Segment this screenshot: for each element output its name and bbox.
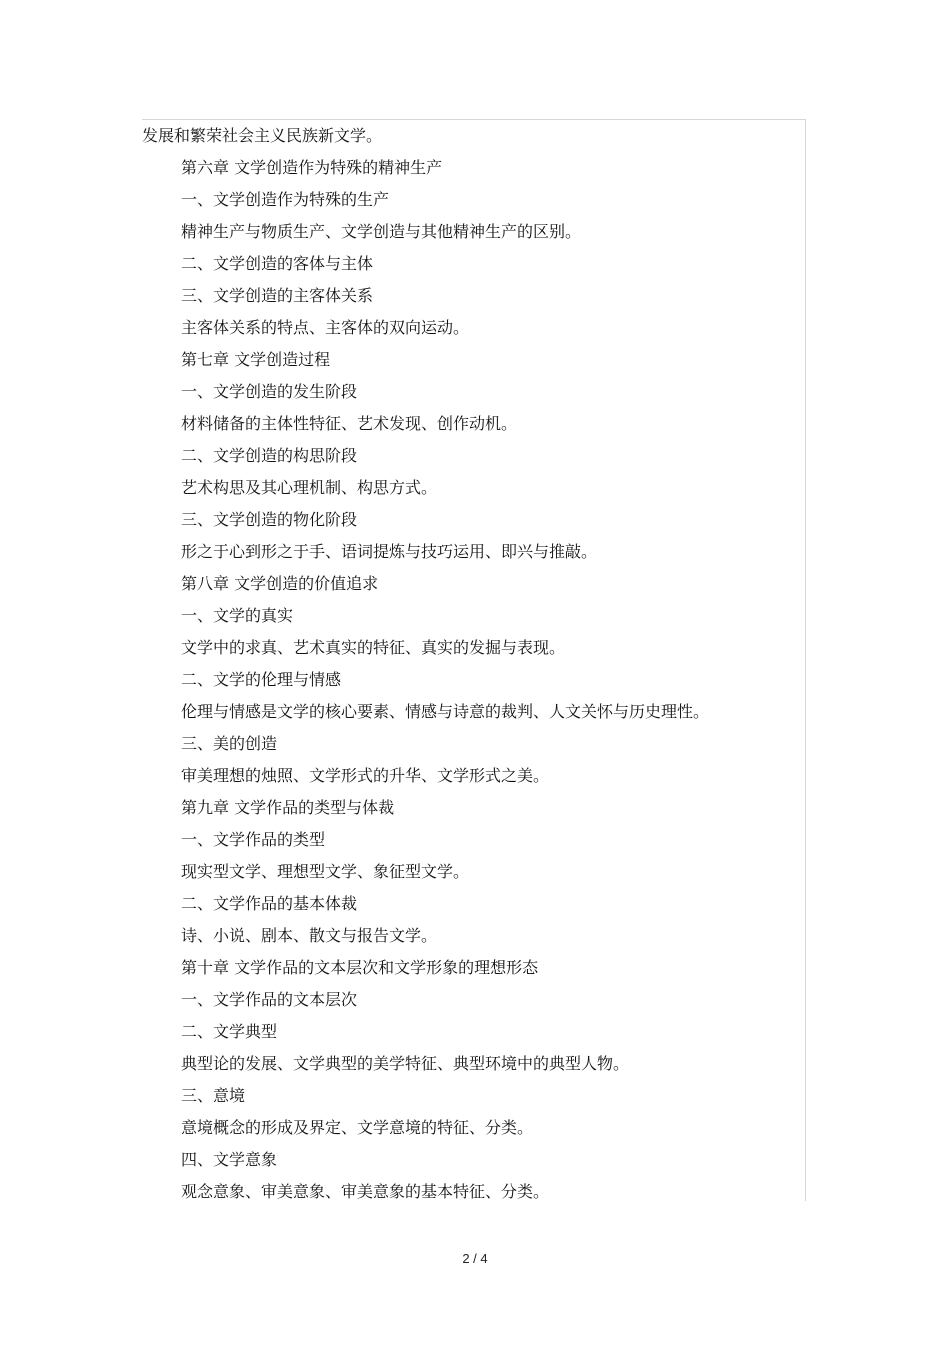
text-line: 材料储备的主体性特征、艺术发现、创作动机。 — [181, 414, 518, 433]
text-line: 精神生产与物质生产、文学创造与其他精神生产的区别。 — [181, 222, 582, 241]
chapter-heading: 第十章 文学作品的文本层次和文学形象的理想形态 — [181, 958, 539, 977]
text-line: 文学中的求真、艺术真实的特征、真实的发掘与表现。 — [181, 638, 566, 657]
section-heading: 三、文学创造的主客体关系 — [181, 286, 374, 305]
section-heading: 二、文学创造的客体与主体 — [181, 254, 374, 273]
text-line: 主客体关系的特点、主客体的双向运动。 — [181, 318, 470, 337]
chapter-heading: 第九章 文学作品的类型与体裁 — [181, 798, 395, 817]
section-heading: 一、文学作品的文本层次 — [181, 990, 358, 1009]
text-line: 观念意象、审美意象、审美意象的基本特征、分类。 — [181, 1182, 550, 1201]
text-line: 典型论的发展、文学典型的美学特征、典型环境中的典型人物。 — [181, 1054, 630, 1073]
section-heading: 一、文学作品的类型 — [181, 830, 326, 849]
section-heading: 三、意境 — [181, 1086, 246, 1105]
section-heading: 二、文学创造的构思阶段 — [181, 446, 358, 465]
section-heading: 三、文学创造的物化阶段 — [181, 510, 358, 529]
text-line: 形之于心到形之于手、语词提炼与技巧运用、即兴与推敲。 — [181, 542, 598, 561]
document-body — [142, 120, 802, 1208]
text-line: 发展和繁荣社会主义民族新文学。 — [142, 126, 383, 145]
chapter-heading: 第八章 文学创造的价值追求 — [181, 574, 379, 593]
text-line: 意境概念的形成及界定、文学意境的特征、分类。 — [181, 1118, 534, 1137]
text-line: 诗、小说、剧本、散文与报告文学。 — [181, 926, 438, 945]
section-heading: 一、文学的真实 — [181, 606, 294, 625]
section-heading: 二、文学典型 — [181, 1022, 278, 1041]
text-line: 审美理想的烛照、文学形式的升华、文学形式之美。 — [181, 766, 550, 785]
chapter-heading: 第七章 文学创造过程 — [181, 350, 331, 369]
text-line: 伦理与情感是文学的核心要素、情感与诗意的裁判、人文关怀与历史理性。 — [181, 702, 710, 721]
page-number: 2 / 4 — [462, 1251, 488, 1266]
text-line: 现实型文学、理想型文学、象征型文学。 — [181, 862, 470, 881]
section-heading: 四、文学意象 — [181, 1150, 278, 1169]
section-heading: 一、文学创造的发生阶段 — [181, 382, 358, 401]
section-heading: 二、文学的伦理与情感 — [181, 670, 342, 689]
text-line: 艺术构思及其心理机制、构思方式。 — [181, 478, 438, 497]
section-heading: 二、文学作品的基本体裁 — [181, 894, 358, 913]
section-heading: 一、文学创造作为特殊的生产 — [181, 190, 390, 209]
chapter-heading: 第六章 文学创造作为特殊的精神生产 — [181, 158, 443, 177]
section-heading: 三、美的创造 — [181, 734, 278, 753]
